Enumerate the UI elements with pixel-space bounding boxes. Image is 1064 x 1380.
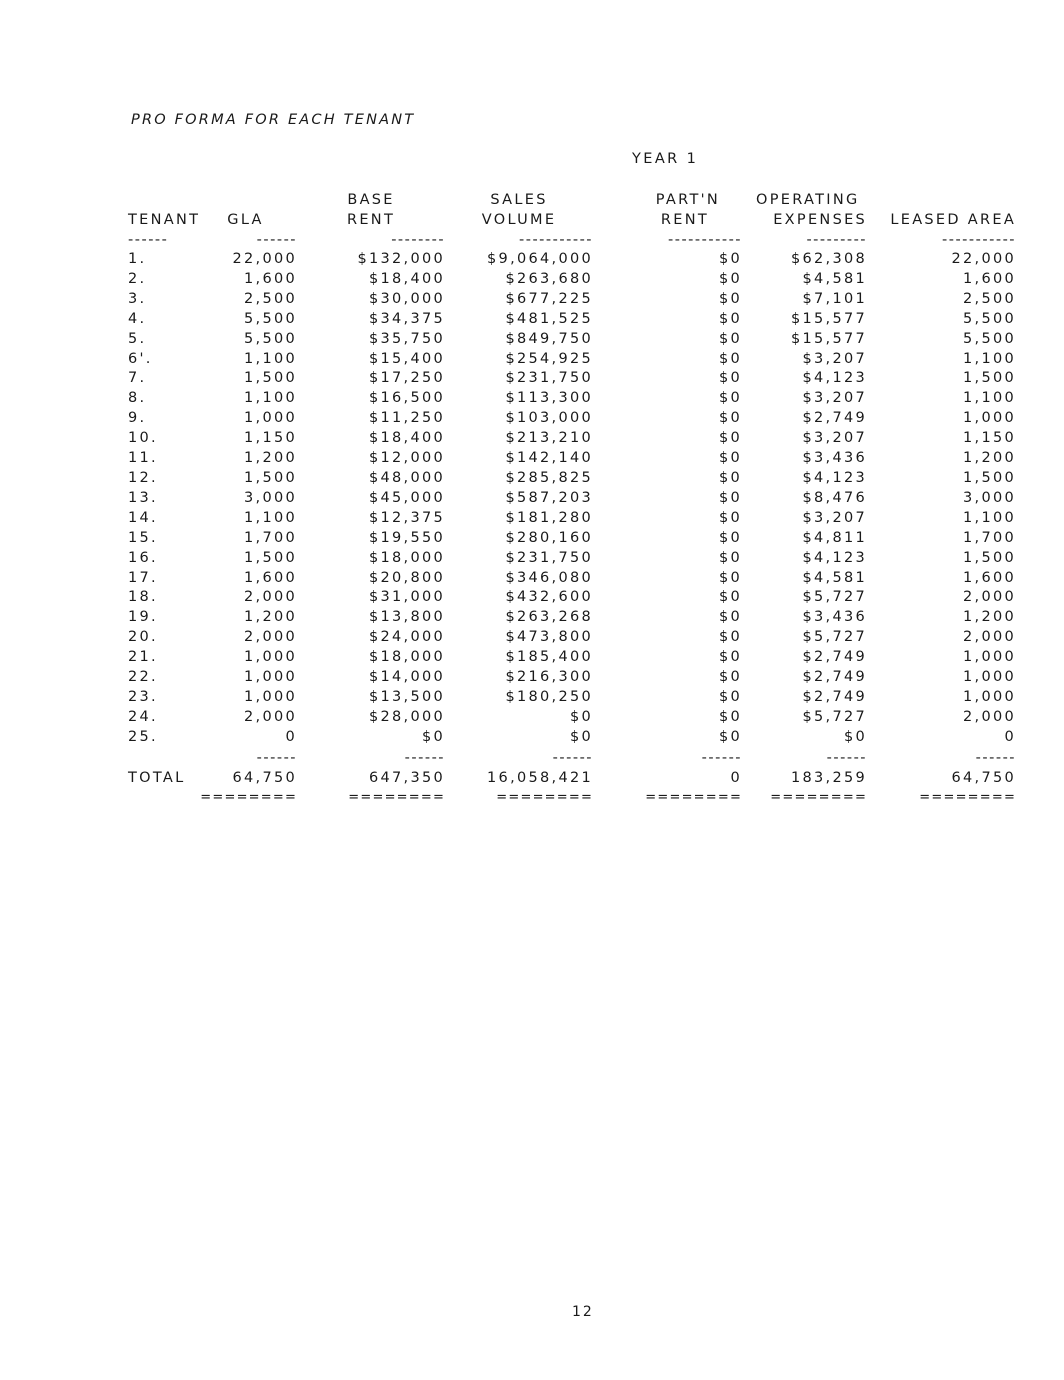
partn-rent-cell: $0 [718, 728, 743, 745]
operating-expenses-cell: $5,727 [802, 708, 868, 725]
sales-volume-cell: $346,080 [505, 569, 594, 586]
base-rent-cell: $132,000 [357, 251, 446, 267]
partn-rent-cell: $0 [718, 469, 743, 486]
partn-rent-cell: $0 [718, 708, 743, 725]
operating-expenses-cell: $2,749 [802, 688, 868, 705]
gla-cell: 1,150 [244, 430, 298, 447]
partn-rent-cell: $0 [718, 370, 743, 387]
operating-expenses-cell: $4,123 [802, 370, 868, 387]
table-row [128, 250, 1016, 270]
partn-rent-cell: $0 [718, 509, 743, 526]
tenant-number: 12. [128, 469, 158, 486]
gla-cell: 1,100 [244, 390, 298, 407]
gla-cell: 1,000 [244, 649, 298, 666]
gla-cell: 2,500 [244, 290, 298, 307]
sales-volume-cell: $181,280 [505, 509, 594, 526]
tenant-number: 6'. [128, 350, 153, 367]
total-operating-expenses: 183,259 [790, 769, 868, 786]
table-row [128, 648, 1016, 668]
sales-volume-cell: $263,268 [505, 609, 594, 626]
tenant-pro-forma-table [128, 190, 1016, 808]
operating-expenses-cell: $2,749 [802, 669, 868, 686]
header-rule: ------ [256, 232, 298, 248]
gla-cell: 1,000 [244, 669, 298, 686]
partn-rent-cell: $0 [718, 688, 743, 705]
subtotal-rule: ------ [975, 749, 1017, 766]
table-row [128, 588, 1016, 608]
operating-expenses-cell: $0 [843, 728, 868, 745]
partn-rent-cell: $0 [718, 410, 743, 427]
col-header-base-rent-2: RENT [346, 212, 396, 228]
col-header-sales-volume-2: VOLUME [481, 212, 557, 228]
leased-area-cell: 22,000 [951, 251, 1017, 267]
header-rule: ----------- [667, 232, 743, 248]
table-row [128, 608, 1016, 628]
gla-cell: 3,000 [244, 489, 298, 506]
leased-area-cell: 1,100 [963, 350, 1017, 367]
double-rule-empty [128, 788, 200, 808]
partn-rent-cell: $0 [718, 330, 743, 347]
operating-expenses-cell: $4,581 [802, 569, 868, 586]
tenant-number: 11. [128, 450, 158, 467]
sales-volume-cell: $142,140 [505, 450, 594, 467]
tenant-number: 22. [128, 669, 158, 686]
leased-area-cell: 1,500 [963, 549, 1017, 566]
operating-expenses-cell: $5,727 [802, 589, 868, 606]
tenant-number: 15. [128, 529, 158, 546]
tenant-number: 16. [128, 549, 158, 566]
col-header-sales-volume-1: SALES [490, 192, 548, 208]
operating-expenses-cell: $15,577 [790, 310, 868, 327]
base-rent-cell: $20,800 [368, 569, 446, 586]
tenant-number: 25. [128, 728, 158, 745]
tenant-number: 19. [128, 609, 158, 626]
total-label: TOTAL [128, 769, 186, 786]
gla-cell: 2,000 [244, 589, 298, 606]
table-row [128, 449, 1016, 469]
operating-expenses-cell: $4,123 [802, 469, 868, 486]
base-rent-cell: $45,000 [368, 489, 446, 506]
sales-volume-cell: $113,300 [505, 390, 594, 407]
table-row [128, 668, 1016, 688]
tenant-number: 23. [128, 688, 158, 705]
leased-area-cell: 1,500 [963, 370, 1017, 387]
base-rent-cell: $0 [421, 728, 446, 745]
tenant-number: 2. [128, 270, 147, 287]
leased-area-cell: 0 [1004, 728, 1017, 745]
sales-volume-cell: $473,800 [505, 629, 594, 646]
col-header-operating-expenses-1: OPERATING [756, 192, 860, 208]
col-header-base-rent-1: BASE [347, 192, 395, 208]
operating-expenses-cell: $7,101 [802, 290, 868, 307]
gla-cell: 1,000 [244, 410, 298, 427]
leased-area-cell: 1,700 [963, 529, 1017, 546]
operating-expenses-cell: $8,476 [802, 489, 868, 506]
gla-cell: 1,500 [244, 549, 298, 566]
base-rent-cell: $13,800 [368, 609, 446, 626]
leased-area-cell: 2,000 [963, 629, 1017, 646]
gla-cell: 1,200 [244, 450, 298, 467]
leased-area-cell: 1,150 [963, 430, 1017, 447]
gla-cell: 1,100 [244, 350, 298, 367]
leased-area-cell: 1,600 [963, 270, 1017, 287]
base-rent-cell: $24,000 [368, 629, 446, 646]
partn-rent-cell: $0 [718, 450, 743, 467]
tenant-number: 24. [128, 708, 158, 725]
sales-volume-cell: $0 [569, 728, 594, 745]
partn-rent-cell: $0 [718, 669, 743, 686]
sales-volume-cell: $0 [569, 708, 594, 725]
base-rent-cell: $31,000 [368, 589, 446, 606]
table-row [128, 429, 1016, 449]
sales-volume-cell: $185,400 [505, 649, 594, 666]
operating-expenses-cell: $15,577 [790, 330, 868, 347]
header-rule: ----------- [518, 232, 594, 248]
col-header-operating-expenses-2: EXPENSES [773, 212, 868, 228]
header-rule-row [128, 230, 1016, 250]
gla-cell: 1,100 [244, 509, 298, 526]
leased-area-cell: 1,000 [963, 669, 1017, 686]
double-rule: ======== [496, 789, 594, 805]
sales-volume-cell: $263,680 [505, 270, 594, 287]
table-row [128, 389, 1016, 409]
sales-volume-cell: $180,250 [505, 688, 594, 705]
col-header-empty [200, 190, 297, 210]
tenant-number: 1. [128, 251, 147, 267]
tenant-number: 21. [128, 649, 158, 666]
tenant-number: 3. [128, 290, 147, 307]
gla-cell: 1,500 [244, 370, 298, 387]
leased-area-cell: 5,500 [963, 330, 1017, 347]
table-row [128, 270, 1016, 290]
tenant-number: 4. [128, 310, 147, 327]
subtotal-rule-empty [128, 748, 200, 768]
base-rent-cell: $30,000 [368, 290, 446, 307]
operating-expenses-cell: $4,581 [802, 270, 868, 287]
subtotal-rule: ------ [256, 749, 298, 766]
partn-rent-cell: $0 [718, 430, 743, 447]
table-row [128, 310, 1016, 330]
tenant-number: 9. [128, 410, 147, 427]
operating-expenses-cell: $3,207 [802, 509, 868, 526]
base-rent-cell: $18,000 [368, 649, 446, 666]
col-header-partn-rent-1: PART'N [655, 192, 721, 208]
partn-rent-cell: $0 [718, 489, 743, 506]
base-rent-cell: $12,000 [368, 450, 446, 467]
sales-volume-cell: $280,160 [505, 529, 594, 546]
base-rent-cell: $48,000 [368, 469, 446, 486]
operating-expenses-cell: $2,749 [802, 410, 868, 427]
double-rule: ======== [200, 789, 298, 805]
leased-area-cell: 1,500 [963, 469, 1017, 486]
base-rent-cell: $15,400 [368, 350, 446, 367]
tenant-number: 20. [128, 629, 158, 646]
col-header-gla: GLA [227, 212, 264, 228]
col-header-leased-area: LEASED AREA [890, 212, 1017, 228]
double-rule: ======== [770, 789, 868, 805]
partn-rent-cell: $0 [718, 569, 743, 586]
gla-cell: 1,000 [244, 688, 298, 705]
partn-rent-cell: $0 [718, 649, 743, 666]
sales-volume-cell: $587,203 [505, 489, 594, 506]
total-sales-volume: 16,058,421 [487, 769, 594, 786]
tenant-number: 8. [128, 390, 147, 407]
leased-area-cell: 1,000 [963, 688, 1017, 705]
leased-area-cell: 3,000 [963, 489, 1017, 506]
operating-expenses-cell: $62,308 [790, 251, 868, 267]
double-rule: ======== [645, 789, 743, 805]
operating-expenses-cell: $4,123 [802, 549, 868, 566]
col-header-empty [867, 190, 1016, 210]
partn-rent-cell: $0 [718, 589, 743, 606]
header-rule: ------ [128, 232, 169, 248]
year-label: YEAR 1 [632, 151, 699, 167]
gla-cell: 0 [285, 728, 298, 745]
base-rent-cell: $14,000 [368, 669, 446, 686]
subtotal-rule: ------ [701, 749, 743, 766]
gla-cell: 1,600 [244, 569, 298, 586]
total-row [128, 768, 1016, 788]
leased-area-cell: 1,200 [963, 609, 1017, 626]
partn-rent-cell: $0 [718, 549, 743, 566]
tenant-number: 18. [128, 589, 158, 606]
base-rent-cell: $11,250 [368, 410, 446, 427]
sales-volume-cell: $213,210 [505, 430, 594, 447]
gla-cell: 5,500 [244, 330, 298, 347]
sales-volume-cell: $103,000 [505, 410, 594, 427]
operating-expenses-cell: $3,207 [802, 390, 868, 407]
operating-expenses-cell: $3,436 [802, 450, 868, 467]
operating-expenses-cell: $5,727 [802, 629, 868, 646]
col-header-tenant: TENANT [128, 212, 201, 228]
table-row [128, 509, 1016, 529]
header-row-top [128, 190, 1016, 210]
gla-cell: 22,000 [232, 251, 298, 267]
tenant-number: 7. [128, 370, 147, 387]
tenant-number: 13. [128, 489, 158, 506]
col-header-empty [128, 190, 200, 210]
table-row [128, 708, 1016, 728]
tenant-number: 17. [128, 569, 158, 586]
double-rule: ======== [348, 789, 446, 805]
base-rent-cell: $13,500 [368, 688, 446, 705]
tenant-number: 10. [128, 430, 158, 447]
total-partn-rent: 0 [730, 769, 743, 786]
sales-volume-cell: $231,750 [505, 370, 594, 387]
leased-area-cell: 1,600 [963, 569, 1017, 586]
header-rule: --------- [806, 232, 868, 248]
table-row [128, 350, 1016, 370]
base-rent-cell: $19,550 [368, 529, 446, 546]
partn-rent-cell: $0 [718, 529, 743, 546]
base-rent-cell: $17,250 [368, 370, 446, 387]
table-row [128, 569, 1016, 589]
partn-rent-cell: $0 [718, 629, 743, 646]
double-rule-row [128, 788, 1016, 808]
gla-cell: 2,000 [244, 708, 298, 725]
total-leased-area: 64,750 [951, 769, 1017, 786]
table-row [128, 469, 1016, 489]
subtotal-rule: ------ [826, 749, 868, 766]
operating-expenses-cell: $3,436 [802, 609, 868, 626]
base-rent-cell: $16,500 [368, 390, 446, 407]
sales-volume-cell: $481,525 [505, 310, 594, 327]
tenant-number: 14. [128, 509, 158, 526]
sales-volume-cell: $677,225 [505, 290, 594, 307]
gla-cell: 1,700 [244, 529, 298, 546]
header-rule: -------- [391, 232, 446, 248]
table-row [128, 628, 1016, 648]
operating-expenses-cell: $3,207 [802, 350, 868, 367]
table-row [128, 529, 1016, 549]
sales-volume-cell: $432,600 [505, 589, 594, 606]
gla-cell: 1,200 [244, 609, 298, 626]
sales-volume-cell: $216,300 [505, 669, 594, 686]
partn-rent-cell: $0 [718, 390, 743, 407]
leased-area-cell: 1,000 [963, 649, 1017, 666]
partn-rent-cell: $0 [718, 290, 743, 307]
base-rent-cell: $34,375 [368, 310, 446, 327]
table-row [128, 330, 1016, 350]
operating-expenses-cell: $4,811 [802, 529, 868, 546]
subtotal-rule-row [128, 748, 1016, 768]
table-row [128, 728, 1016, 748]
table-row [128, 489, 1016, 509]
total-gla: 64,750 [232, 769, 298, 786]
base-rent-cell: $18,000 [368, 549, 446, 566]
operating-expenses-cell: $3,207 [802, 430, 868, 447]
gla-cell: 1,600 [244, 270, 298, 287]
partn-rent-cell: $0 [718, 609, 743, 626]
leased-area-cell: 1,100 [963, 509, 1017, 526]
tenant-number: 5. [128, 330, 147, 347]
page-number: 12 [572, 1304, 594, 1320]
leased-area-cell: 1,100 [963, 390, 1017, 407]
table-row [128, 688, 1016, 708]
base-rent-cell: $35,750 [368, 330, 446, 347]
gla-cell: 1,500 [244, 469, 298, 486]
leased-area-cell: 2,000 [963, 589, 1017, 606]
base-rent-cell: $18,400 [368, 270, 446, 287]
partn-rent-cell: $0 [718, 251, 743, 267]
col-header-partn-rent-2: RENT [660, 212, 710, 228]
leased-area-cell: 1,000 [963, 410, 1017, 427]
leased-area-cell: 2,500 [963, 290, 1017, 307]
leased-area-cell: 1,200 [963, 450, 1017, 467]
base-rent-cell: $18,400 [368, 430, 446, 447]
operating-expenses-cell: $2,749 [802, 649, 868, 666]
double-rule: ======== [919, 789, 1017, 805]
subtotal-rule: ------ [552, 749, 594, 766]
partn-rent-cell: $0 [718, 270, 743, 287]
leased-area-cell: 5,500 [963, 310, 1017, 327]
leased-area-cell: 2,000 [963, 708, 1017, 725]
base-rent-cell: $12,375 [368, 509, 446, 526]
partn-rent-cell: $0 [718, 350, 743, 367]
total-base-rent: 647,350 [368, 769, 446, 786]
table-row [128, 549, 1016, 569]
table-row [128, 290, 1016, 310]
sales-volume-cell: $9,064,000 [487, 251, 594, 267]
gla-cell: 2,000 [244, 629, 298, 646]
sales-volume-cell: $849,750 [505, 330, 594, 347]
partn-rent-cell: $0 [718, 310, 743, 327]
sales-volume-cell: $231,750 [505, 549, 594, 566]
table-row [128, 369, 1016, 389]
page-title: PRO FORMA FOR EACH TENANT [131, 112, 416, 128]
sales-volume-cell: $254,925 [505, 350, 594, 367]
sales-volume-cell: $285,825 [505, 469, 594, 486]
header-rule: ----------- [941, 232, 1017, 248]
base-rent-cell: $28,000 [368, 708, 446, 725]
header-row-bottom [128, 210, 1016, 230]
subtotal-rule: ------ [404, 749, 446, 766]
table-row [128, 409, 1016, 429]
gla-cell: 5,500 [244, 310, 298, 327]
